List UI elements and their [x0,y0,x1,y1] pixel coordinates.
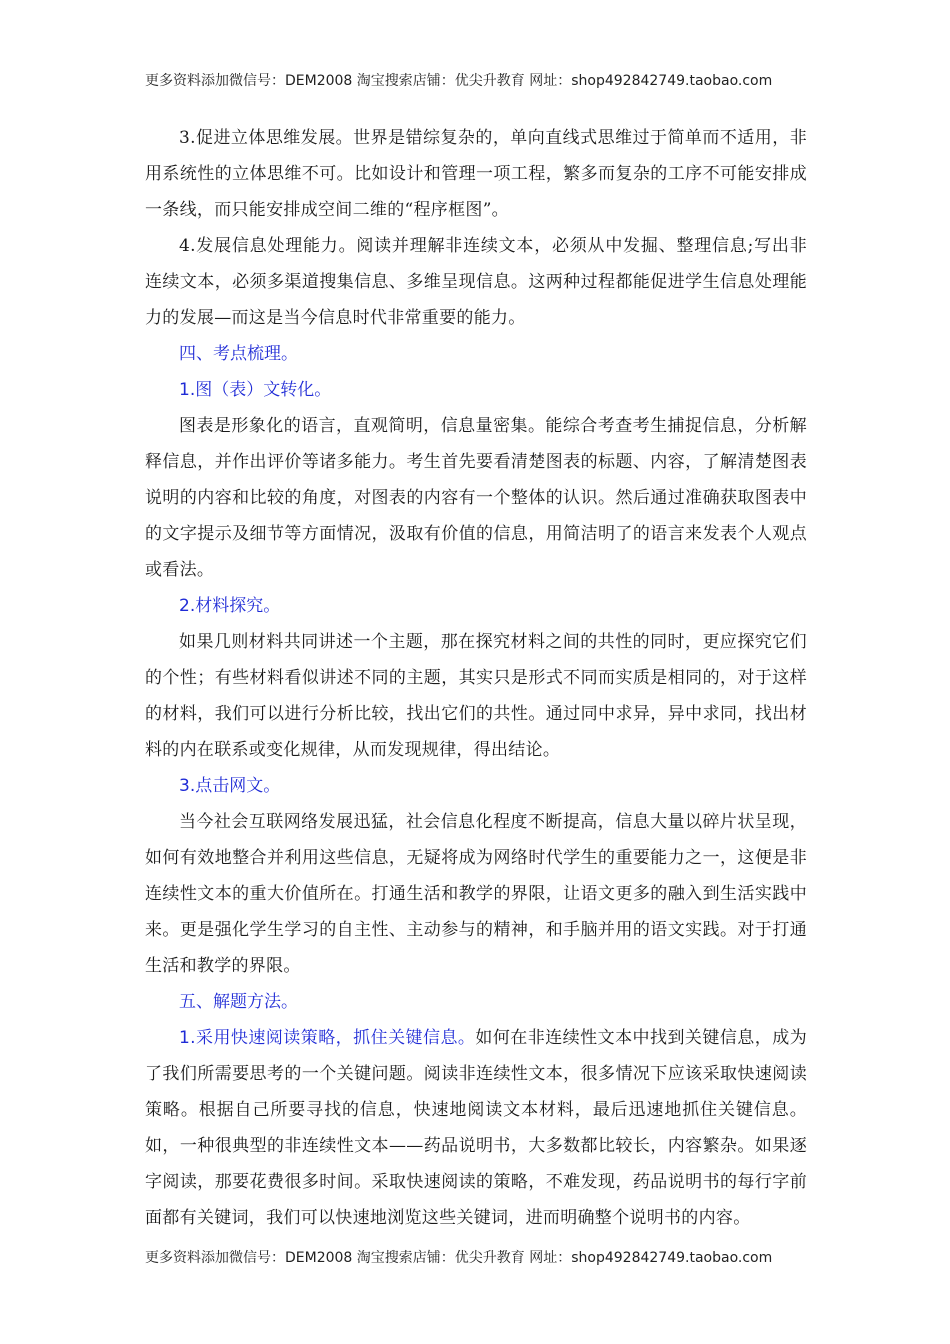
document-body [145,120,807,1236]
page-footer: 更多资料添加微信号：DEM2008 淘宝搜索店铺：优尖升教育 网址：shop492842749.taobao.com [145,1250,773,1266]
section-heading-solving-methods: 五、解题方法。 [179,992,298,1012]
paragraph-material-inquiry: 如果几则材料共同讲述一个主题，那在探究材料之间的共性的同时，更应探究它们的个性；有些材料看似讲述不同的主题，其实只是形式不同而实质是相同的，对于这样的材料，我们可以进行分析比较，找出它们的共性。通过同中求异，异中求同，找出材料的内在联系或变化规律，从而发现规律，得出结论。 [145,632,807,760]
paragraph-information-processing: 4.发展信息处理能力。阅读并理解非连续文本，必须从中发掘、整理信息;写出非连续文本，必须多渠道搜集信息、多维呈现信息。这两种过程都能促进学生信息处理能力的发展—而这是当今信息时代非常重要的能力。 [145,236,807,328]
paragraph-web-text: 当今社会互联网络发展迅猛，社会信息化程度不断提高，信息大量以碎片状呈现，如何有效地整合并利用这些信息，无疑将成为网络时代学生的重要能力之一，这便是非连续性文本的重大价值所在。打通生活和教学的界限，让语文更多的融入到生活实践中来。更是强化学生学习的自主性、主动参与的精神，和手脑并用的语文实践。对于打通生活和教学的界限。 [145,812,807,976]
subheading-material-inquiry: 2.材料探究。 [179,596,281,616]
section-heading-key-points: 四、考点梳理。 [179,344,298,364]
subheading-web-text: 3.点击网文。 [179,776,281,796]
page-header: 更多资料添加微信号：DEM2008 淘宝搜索店铺：优尖升教育 网址：shop492842749.taobao.com [145,73,773,89]
paragraph-chart-text: 图表是形象化的语言，直观简明，信息量密集。能综合考查考生捕捉信息，分析解释信息，并作出评价等诸多能力。考生首先要看清楚图表的标题、内容，了解清楚图表说明的内容和比较的角度，对图表的内容有一个整体的认识。然后通过准确获取图表中的文字提示及细节等方面情况，汲取有价值的信息，用简洁明了的语言来发表个人观点或看法。 [145,416,807,580]
paragraph-stereoscopic-thinking: 3.促进立体思维发展。世界是错综复杂的，单向直线式思维过于简单而不适用，非用系统性的立体思维不可。比如设计和管理一项工程，繁多而复杂的工序不可能安排成一条线，而只能安排成空间二维的“程序框图”。 [145,128,807,220]
paragraph-fast-reading [145,1020,807,1236]
subheading-chart-text-conversion: 1.图（表）文转化。 [179,380,332,400]
fast-reading-body: 如何在非连续性文本中找到关键信息，成为了我们所需要思考的一个关键问题。阅读非连续性文本，很多情况下应该采取快速阅读策略。根据自己所要寻找的信息，快速地阅读文本材料，最后迅速地抓住关键信息。如，一种很典型的非连续性文本——药品说明书，大多数都比较长，内容繁杂。如果逐字阅读，那要花费很多时间。采取快速阅读的策略，不难发现，药品说明书的每行字前面都有关键词，我们可以快速地浏览这些关键词，进而明确整个说明书的内容。 [145,1028,807,1228]
fast-reading-lead: 1.采用快速阅读策略，抓住关键信息。 [179,1028,476,1048]
